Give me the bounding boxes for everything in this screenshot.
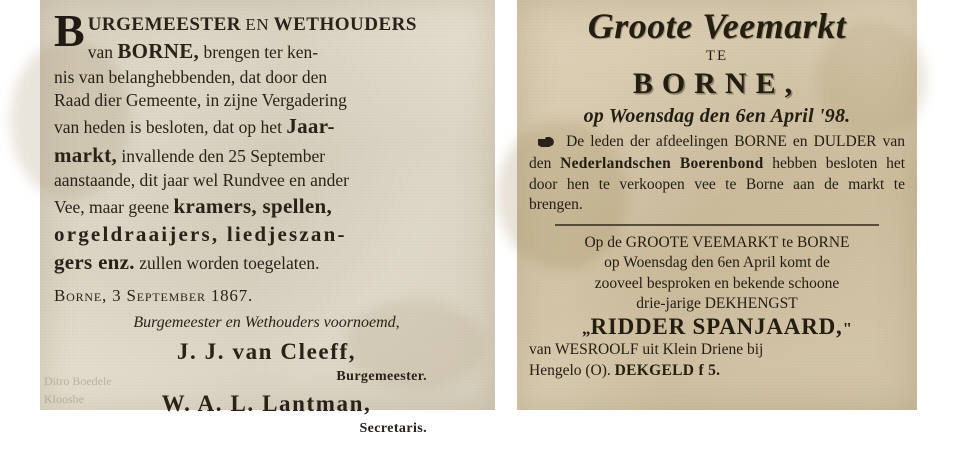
heading-line-1 bbox=[54, 12, 479, 37]
emphasis-kramers-spellen: kramers, spellen, bbox=[173, 194, 333, 219]
heading-wethouders: WETHOUDERS bbox=[273, 14, 417, 35]
paragraph-1-part-f: hen te verkoopen vee te Borne aan de bbox=[566, 175, 839, 193]
signature-mayor-title: Burgemeester. bbox=[336, 368, 427, 384]
emphasis-jaarmarkt-2: markt, bbox=[54, 142, 118, 167]
advert-paragraph-3 bbox=[529, 340, 905, 380]
advert-town-borne: BORNE, bbox=[632, 66, 802, 100]
left-newspaper-clipping bbox=[40, 0, 495, 437]
quote-close: " bbox=[842, 319, 853, 339]
advert-paragraph-2 bbox=[529, 233, 905, 315]
signature-secretary-title: Secretaris. bbox=[359, 421, 427, 437]
emphasis-jaarmarkt-1: Jaar- bbox=[286, 114, 335, 139]
paragraph-3-hengelo: Hengelo (O). bbox=[529, 361, 611, 379]
dekgeld-price: DEKGELD f 5. bbox=[614, 361, 721, 379]
body-line-10 bbox=[54, 248, 479, 276]
body-line-5 bbox=[54, 112, 479, 140]
body-line-10-text: zullen worden toegelaten. bbox=[139, 253, 320, 274]
place-and-date: Borne, 3 September 1867. bbox=[54, 285, 254, 305]
paragraph-1-part-g: markt te brengen. bbox=[529, 175, 905, 214]
heading-en: EN bbox=[245, 15, 270, 34]
signature-mayor: J. J. van Cleeff, bbox=[176, 338, 357, 364]
body-line-4: Raad dier Gemeente, in zijne Vergadering bbox=[54, 90, 347, 111]
paragraph-2-line-1: Op de GROOTE VEEMARKT te BORNE bbox=[584, 233, 850, 251]
emphasis-gers-enz: gers enz. bbox=[54, 250, 135, 275]
paragraph-2-line-3: zooveel besproken en bekende schoone bbox=[594, 274, 840, 292]
emphasis-nederlandschen: Nederlandschen bbox=[560, 155, 672, 173]
body-line-3: nis van belanghebbenden, dat door den bbox=[54, 66, 328, 87]
emphasis-boerenbond: Boerenbond bbox=[679, 155, 764, 173]
paragraph-3-line-1: van WESROOLF uit Klein Driene bij bbox=[529, 341, 764, 359]
body-line-8 bbox=[54, 192, 479, 220]
paragraph-2-line-4: drie-jarige DEKHENGST bbox=[636, 294, 798, 312]
heading-burgemeester: URGEMEESTER bbox=[87, 14, 241, 35]
town-name-borne: BORNE, bbox=[117, 39, 200, 64]
emphasis-orgeldraaijers: orgeldraaijers, liedjeszan- bbox=[54, 222, 347, 247]
advert-date-line: op Woensdag den 6en April '98. bbox=[583, 104, 851, 127]
quote-open: „ bbox=[581, 319, 591, 339]
drop-cap-letter: B bbox=[54, 5, 85, 56]
paragraph-1-part-b: en DULDER van den bbox=[529, 132, 905, 173]
text-brengen: brengen ter ken- bbox=[203, 42, 319, 63]
body-line-7: aanstaande, dit jaar wel Rundvee en ander bbox=[54, 169, 349, 190]
bleed-through-text: Ditro Boedele Kloosbe bbox=[44, 374, 112, 406]
body-line-8-text: Vee, maar geene bbox=[54, 197, 170, 218]
right-newspaper-clipping bbox=[517, 0, 917, 410]
stallion-name: RIDDER SPANJAARD, bbox=[590, 314, 843, 340]
horizontal-divider bbox=[555, 224, 879, 226]
closing-line: Burgemeester en Wethouders voornoemd, bbox=[133, 314, 400, 332]
stallion-name-row bbox=[529, 314, 905, 340]
body-line-6 bbox=[54, 141, 479, 169]
signature-secretary: W. A. L. Lantman, bbox=[161, 391, 372, 417]
body-line-5-text: van heden is besloten, dat op het bbox=[54, 117, 282, 138]
heading-line-2 bbox=[78, 37, 479, 65]
text-van: van bbox=[87, 42, 113, 63]
body-line-6-text: invallende den 25 September bbox=[121, 145, 326, 166]
paragraph-3-line-2 bbox=[529, 361, 905, 381]
advert-paragraph-1 bbox=[529, 132, 905, 216]
advert-title: Groote Veemarkt bbox=[587, 6, 847, 46]
paragraph-1-part-e: hebben besloten het door bbox=[529, 155, 905, 193]
advert-te-label: TE bbox=[705, 47, 729, 64]
pointing-hand-icon bbox=[529, 134, 555, 154]
right-advertisement-text bbox=[517, 0, 917, 387]
paragraph-1-part-a: De leden der afdeelingen BORNE bbox=[566, 132, 787, 150]
paragraph-2-line-2: op Woensdag den 6en April komt de bbox=[604, 254, 830, 272]
